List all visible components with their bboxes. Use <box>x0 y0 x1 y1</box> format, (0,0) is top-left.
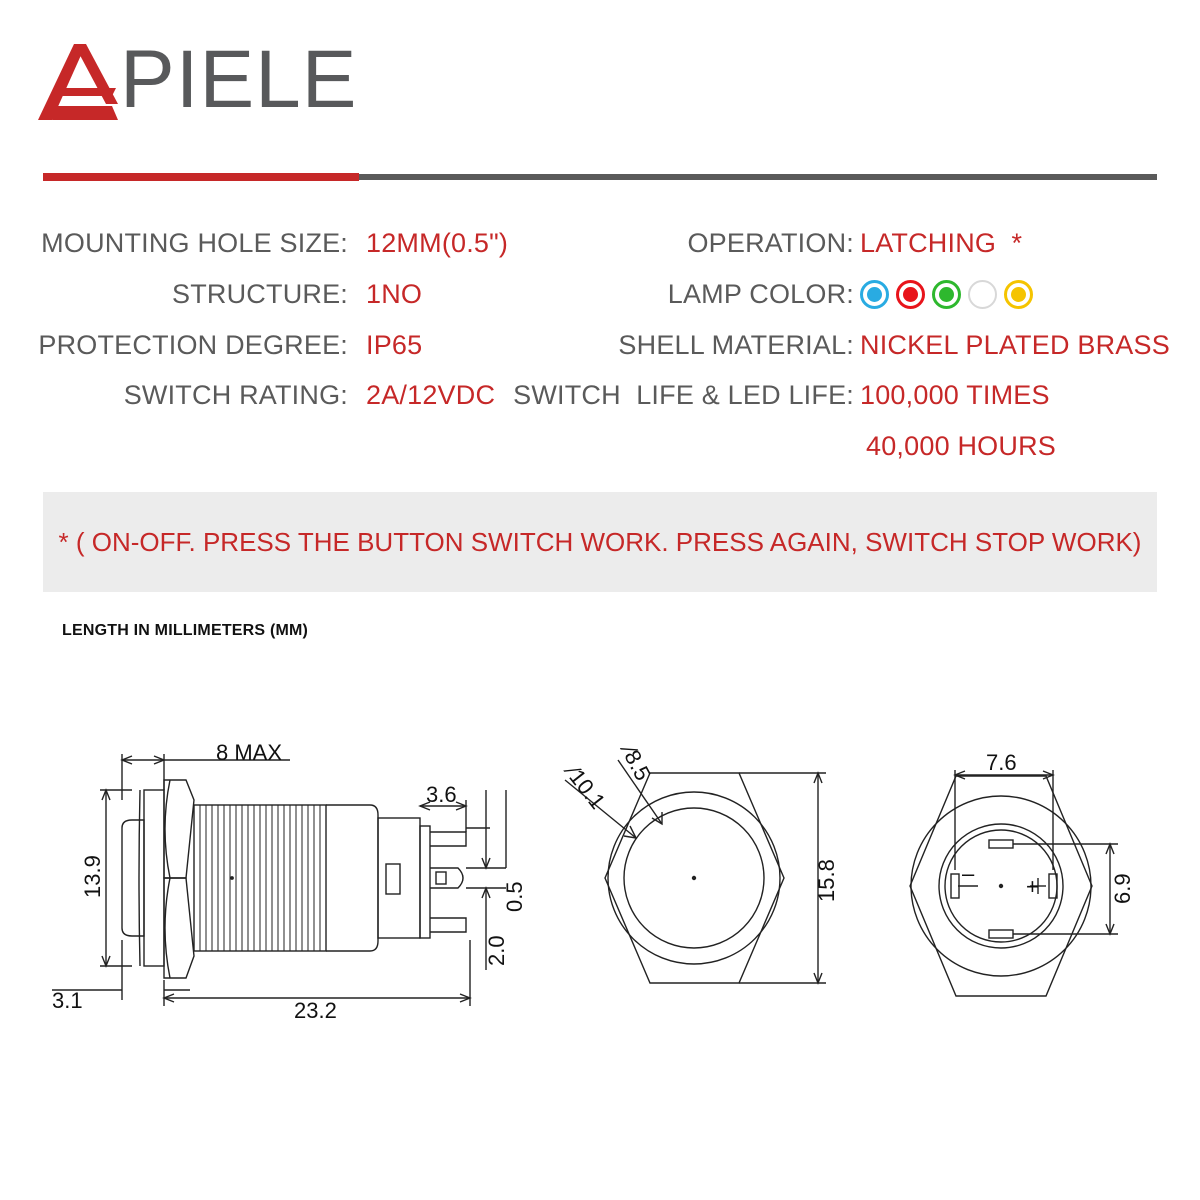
spec-label-protection: PROTECTION DEGREE: <box>38 330 348 360</box>
spec-value-structure: 1NO <box>366 279 423 309</box>
spec-label-mounting-hole: MOUNTING HOLE SIZE: <box>41 228 348 258</box>
dim-3-1: 3.1 <box>52 988 83 1013</box>
spec-value-shell: NICKEL PLATED BRASS <box>860 330 1170 360</box>
dim-23-2: 23.2 <box>294 998 337 1023</box>
spec-value-protection: IP65 <box>366 330 423 360</box>
spec-value-operation: LATCHING * <box>860 228 1023 258</box>
back-view-drawing <box>910 770 1118 996</box>
dim-3-6: 3.6 <box>426 782 457 807</box>
dim-6-9: 6.9 <box>1110 873 1135 904</box>
spec-value-switch-life: 100,000 TIMES <box>860 380 1050 410</box>
dim-8-max: 8 MAX <box>216 740 283 765</box>
operation-note-text: * ( ON-OFF. PRESS THE BUTTON SWITCH WORK. PRESS AGAIN, SWITCH STOP WORK) <box>58 527 1142 557</box>
spec-value-led-life: 40,000 HOURS <box>866 431 1056 461</box>
spec-label-operation: OPERATION: <box>687 228 854 258</box>
dim-13-9: 13.9 <box>80 855 105 898</box>
spec-label-lamp-color: LAMP COLOR: <box>667 279 854 309</box>
spec-value-mounting-hole: 12MM(0.5") <box>366 228 509 258</box>
dim-0-5: 0.5 <box>502 881 527 912</box>
spec-label-shell: SHELL MATERIAL: <box>618 330 854 360</box>
spec-label-rating: SWITCH RATING: <box>123 380 348 410</box>
dim-dia-8-5: ∕8.5 <box>617 742 656 785</box>
spec-label-life: SWITCH LIFE & LED LIFE: <box>513 380 854 410</box>
spec-label-structure: STRUCTURE: <box>172 279 348 309</box>
dim-15-8: 15.8 <box>814 859 839 902</box>
plus-terminal-label: + <box>1026 874 1039 899</box>
dim-dia-10-1: ∕10.1 <box>562 761 611 814</box>
minus-terminal-label: – <box>962 861 975 886</box>
dim-2-0: 2.0 <box>484 935 509 966</box>
spec-value-rating: 2A/12VDC <box>366 380 496 410</box>
dim-7-6: 7.6 <box>986 750 1017 775</box>
units-label: LENGTH IN MILLIMETERS (MM) <box>62 622 309 639</box>
brand-name: PIELE <box>120 34 358 125</box>
